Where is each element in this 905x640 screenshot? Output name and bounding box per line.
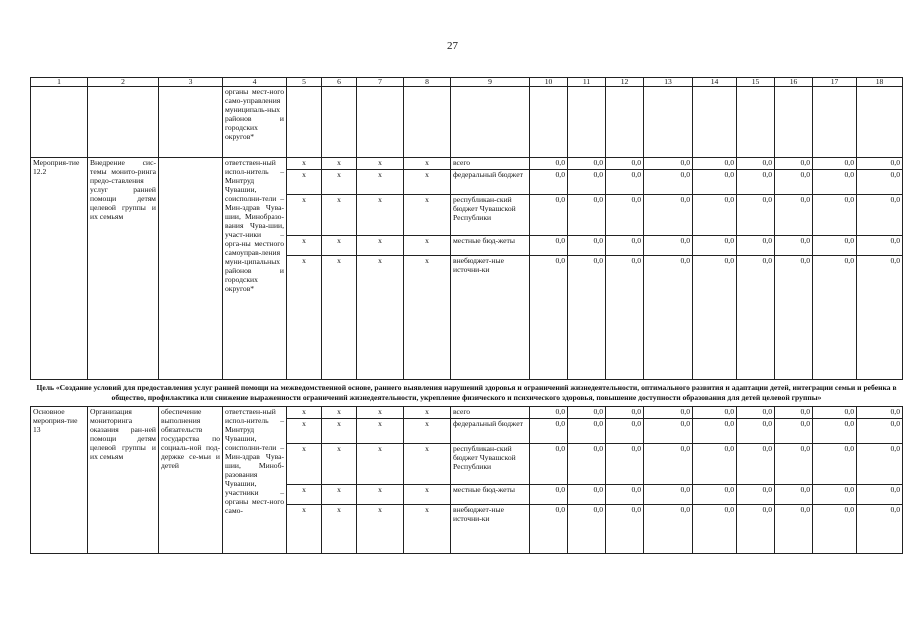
funding-value: 0,0 [737,505,775,554]
code-mark: x [357,407,404,419]
funding-source: внебюджет-ные источни-ки [451,505,530,554]
funding-value: 0,0 [813,505,857,554]
funding-source: федеральный бюджет [451,419,530,444]
goal-title: Цель «Создание условий для предоставления услуг ранней помощи на межведомственной основе, раннего выявления нарушений здоровья и ограничений жизнедеятельности, оптимального развития и адаптации детей, интеграции семьи и ребенка в общество, профилактика или снижение выраженности ограничений жизнедеятельности, укрепление физического и психического здоровья, повышение доступности образования для детей целевой группы» [31,380,903,407]
column-number: 5 [287,78,322,87]
funding-value: 0,0 [813,236,857,256]
funding-value: 0,0 [644,236,693,256]
code-mark: x [322,158,357,170]
funding-value: 0,0 [857,419,903,444]
funding-value: 0,0 [530,485,568,505]
empty-cell [693,87,737,158]
funding-value: 0,0 [693,256,737,380]
funding-value: 0,0 [813,444,857,485]
code-mark: x [404,407,451,419]
funding-source: внебюджет-ные источни-ки [451,256,530,380]
funding-value: 0,0 [644,195,693,236]
code-mark: x [322,407,357,419]
funding-value: 0,0 [606,419,644,444]
funding-value: 0,0 [606,256,644,380]
funding-value: 0,0 [775,158,813,170]
column-number: 1 [31,78,88,87]
measure-name: Организация мониторинга оказания ран-ней помощи детям целевой группы и их семьям [88,407,159,554]
funding-value: 0,0 [568,195,606,236]
funding-value: 0,0 [530,158,568,170]
code-mark: x [357,170,404,195]
funding-value: 0,0 [530,419,568,444]
code-mark: x [357,256,404,380]
column-number: 7 [357,78,404,87]
funding-value: 0,0 [737,195,775,236]
funding-value: 0,0 [857,485,903,505]
code-mark: x [404,485,451,505]
funding-value: 0,0 [693,407,737,419]
funding-source: местные бюд-жеты [451,236,530,256]
code-mark: x [357,195,404,236]
empty-cell [813,87,857,158]
funding-value: 0,0 [775,407,813,419]
funding-value: 0,0 [813,485,857,505]
column-number: 6 [322,78,357,87]
funding-value: 0,0 [857,505,903,554]
funding-value: 0,0 [813,256,857,380]
code-mark: x [322,485,357,505]
funding-value: 0,0 [530,256,568,380]
code-mark: x [287,256,322,380]
funding-value: 0,0 [530,444,568,485]
code-mark: x [322,256,357,380]
empty-cell [775,87,813,158]
empty-cell [404,87,451,158]
column-number: 13 [644,78,693,87]
funding-value: 0,0 [737,256,775,380]
funding-value: 0,0 [813,170,857,195]
code-mark: x [287,170,322,195]
funding-value: 0,0 [693,170,737,195]
empty-cell [568,87,606,158]
code-mark: x [357,505,404,554]
funding-source: республикан-ский бюджет Чувашской Республики [451,444,530,485]
funding-value: 0,0 [606,158,644,170]
funding-source: федеральный бюджет [451,170,530,195]
measure-code: Основное мероприя-тие 13 [31,407,88,554]
funding-value: 0,0 [737,407,775,419]
funding-value: 0,0 [644,419,693,444]
funding-source: всего [451,407,530,419]
column-number: 9 [451,78,530,87]
code-mark: x [287,236,322,256]
funding-value: 0,0 [606,485,644,505]
code-mark: x [322,236,357,256]
column-number: 4 [223,78,287,87]
code-mark: x [404,236,451,256]
code-mark: x [322,505,357,554]
column-number: 8 [404,78,451,87]
funding-value: 0,0 [737,444,775,485]
column-number: 15 [737,78,775,87]
code-mark: x [357,158,404,170]
funding-value: 0,0 [693,419,737,444]
funding-value: 0,0 [693,505,737,554]
funding-value: 0,0 [530,170,568,195]
code-mark: x [322,170,357,195]
funding-value: 0,0 [568,407,606,419]
funding-value: 0,0 [530,505,568,554]
funding-value: 0,0 [530,407,568,419]
funding-value: 0,0 [857,158,903,170]
funding-value: 0,0 [568,170,606,195]
code-mark: x [287,419,322,444]
code-mark: x [404,158,451,170]
funding-value: 0,0 [606,407,644,419]
funding-value: 0,0 [775,444,813,485]
funding-value: 0,0 [644,407,693,419]
funding-value: 0,0 [857,407,903,419]
column-number: 3 [159,78,223,87]
code-mark: x [287,485,322,505]
code-mark: x [357,485,404,505]
code-mark: x [322,195,357,236]
funding-value: 0,0 [737,485,775,505]
funding-value: 0,0 [644,505,693,554]
continuation-row [31,87,903,158]
code-mark: x [357,419,404,444]
funding-value: 0,0 [693,195,737,236]
empty-cell [88,87,159,158]
column-number-row [31,78,903,87]
funding-value: 0,0 [813,158,857,170]
funding-value: 0,0 [775,236,813,256]
page-number: 27 [447,40,458,52]
funding-value: 0,0 [737,170,775,195]
code-mark: x [322,444,357,485]
code-mark: x [287,407,322,419]
funding-source: всего [451,158,530,170]
funding-value: 0,0 [606,505,644,554]
funding-value: 0,0 [775,195,813,236]
empty-cell [530,87,568,158]
funding-value: 0,0 [857,236,903,256]
funding-value: 0,0 [775,505,813,554]
funding-value: 0,0 [857,444,903,485]
code-mark: x [404,170,451,195]
funding-value: 0,0 [568,158,606,170]
funding-value: 0,0 [568,419,606,444]
responsible-cell: органы мест-ного само-управления муниципаль-ных районов и городских округов* [223,87,287,158]
table-row [31,158,903,170]
funding-value: 0,0 [693,158,737,170]
funding-value: 0,0 [775,256,813,380]
funding-value: 0,0 [530,195,568,236]
empty-cell [857,87,903,158]
funding-value: 0,0 [693,236,737,256]
funding-value: 0,0 [644,444,693,485]
funding-value: 0,0 [530,236,568,256]
measure-name: Внедрение сис-темы монито-ринга предо-ставления услуг ранней помощи детям целевой группы и их семьям [88,158,159,380]
funding-value: 0,0 [737,158,775,170]
code-mark: x [357,444,404,485]
column-number: 2 [88,78,159,87]
column-number: 10 [530,78,568,87]
code-mark: x [287,195,322,236]
measure-code: Мероприя-тие 12.2 [31,158,88,380]
funding-value: 0,0 [568,256,606,380]
funding-value: 0,0 [857,170,903,195]
funding-value: 0,0 [857,195,903,236]
funding-value: 0,0 [813,407,857,419]
column-number: 11 [568,78,606,87]
funding-value: 0,0 [568,444,606,485]
funding-value: 0,0 [737,419,775,444]
empty-cell [737,87,775,158]
code-mark: x [287,505,322,554]
funding-value: 0,0 [737,236,775,256]
funding-value: 0,0 [606,170,644,195]
funding-source: республикан-ский бюджет Чувашской Республики [451,195,530,236]
empty-cell [606,87,644,158]
goal-row [31,380,903,407]
funding-value: 0,0 [693,485,737,505]
empty-cell [31,87,88,158]
responsible-cell: ответствен-ный испол-нитель – Минтруд Чувашии, соисполни-тели – Мин-здрав Чува-шии, Минобразо-вания Чува-шии, участ-ники – орга-ны местного самоуправ-ления муни-ципальных районов и городских округов* [223,158,287,380]
column-number: 17 [813,78,857,87]
funding-source: местные бюд-жеты [451,485,530,505]
empty-cell [644,87,693,158]
funding-value: 0,0 [568,485,606,505]
column-number: 16 [775,78,813,87]
empty-cell [357,87,404,158]
funding-value: 0,0 [813,419,857,444]
code-mark: x [287,444,322,485]
column-number: 14 [693,78,737,87]
funding-value: 0,0 [813,195,857,236]
empty-cell [322,87,357,158]
funding-value: 0,0 [568,236,606,256]
funding-value: 0,0 [644,485,693,505]
code-mark: x [404,195,451,236]
code-mark: x [357,236,404,256]
measure-goal: обеспечение выполнения обязательств государства по социаль-ной под-держке се-мьи и детей [159,407,223,554]
measure-goal [159,158,223,380]
funding-value: 0,0 [644,256,693,380]
code-mark: x [404,505,451,554]
code-mark: x [287,158,322,170]
empty-cell [451,87,530,158]
program-table [30,77,903,554]
column-number: 12 [606,78,644,87]
code-mark: x [404,444,451,485]
responsible-cell: ответствен-ный испол-нитель – Минтруд Чувашии, соисполни-тели – Мин-здрав Чува-шии, Миноб-разования Чувашии, участники – органы мест-ного само- [223,407,287,554]
funding-value: 0,0 [693,444,737,485]
funding-value: 0,0 [644,158,693,170]
table-row [31,407,903,419]
funding-value: 0,0 [606,195,644,236]
funding-value: 0,0 [606,444,644,485]
code-mark: x [322,419,357,444]
funding-value: 0,0 [775,485,813,505]
empty-cell [287,87,322,158]
funding-value: 0,0 [775,170,813,195]
code-mark: x [404,419,451,444]
code-mark: x [404,256,451,380]
funding-value: 0,0 [775,419,813,444]
funding-value: 0,0 [644,170,693,195]
funding-value: 0,0 [857,256,903,380]
funding-value: 0,0 [568,505,606,554]
column-number: 18 [857,78,903,87]
empty-cell [159,87,223,158]
funding-value: 0,0 [606,236,644,256]
